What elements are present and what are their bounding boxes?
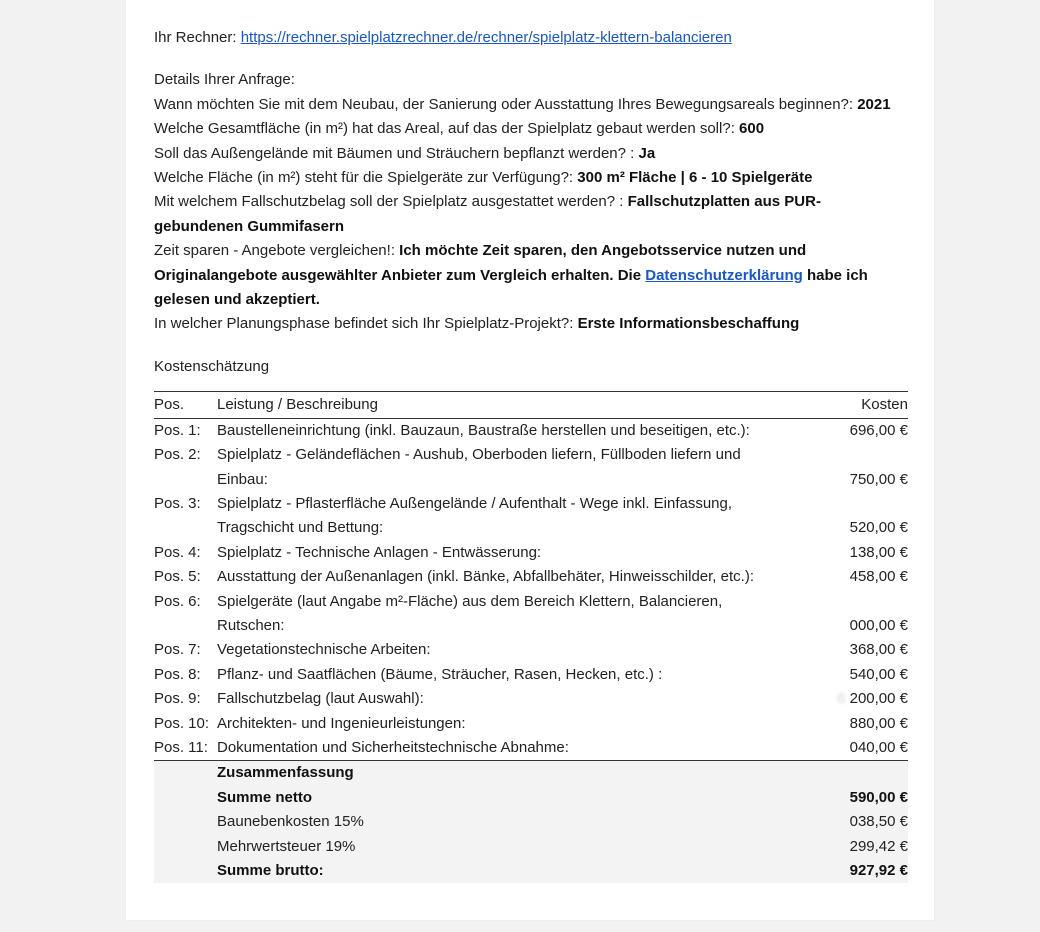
- row-pos: Pos. 1:: [154, 421, 201, 439]
- row-desc: Fallschutzbelag (laut Auswahl):: [217, 690, 424, 708]
- answer-5: Fallschutzplatten aus PUR-gebundenen Gummifasern: [154, 193, 821, 235]
- table-row-continued: [154, 614, 908, 638]
- question-5-text: Mit welchem Fallschutzbelag soll der Spielplatz ausgestattet werden? :: [154, 193, 624, 211]
- question-4: [154, 166, 910, 190]
- answer-4: 300 m² Fläche | 6 - 10 Spielgeräte: [577, 169, 813, 187]
- kosten-title: Kostenschätzung: [154, 357, 270, 375]
- kosten-table: [154, 391, 908, 883]
- table-row-continued: [154, 468, 908, 492]
- neben-value: 038,50 €: [817, 810, 908, 834]
- table-row: [154, 541, 908, 565]
- summary-brutto-row: [154, 859, 908, 883]
- table-row: [154, 492, 908, 516]
- question-2-text: Welche Gesamtfläche (in m²) hat das Areal, auf das der Spielplatz gebaut werden soll?:: [154, 120, 735, 138]
- row-cost: [817, 516, 908, 540]
- answer-3: Ja: [638, 144, 656, 162]
- rechner-label: Ihr Rechner:: [154, 29, 237, 46]
- header-cost: Kosten: [817, 392, 908, 418]
- brutto-value: 927,92 €: [849, 862, 908, 879]
- question-3: [154, 142, 910, 166]
- row-cost-value: 000,00 €: [849, 616, 908, 634]
- row-desc-line1: Spielplatz - Geländeflächen - Aushub, Oberboden liefern, Füllboden liefern und: [217, 446, 741, 464]
- row-cost-value: 880,00 €: [849, 714, 908, 732]
- datenschutz-link[interactable]: Datenschutzerklärung: [645, 266, 803, 284]
- row-desc: Baustelleneinrichtung (inkl. Bauzaun, Baustraße herstellen und beseitigen, etc.):: [217, 421, 750, 439]
- mwst-label: Mehrwertsteuer 19%: [217, 835, 817, 859]
- row-cost-hidden: 6: [837, 690, 850, 708]
- summary-netto-row: [154, 786, 908, 810]
- row-desc: Pflanz- und Saatflächen (Bäume, Sträucher, Rasen, Hecken, etc.) :: [217, 665, 663, 683]
- row-cost: [817, 541, 908, 565]
- question-4-text: Welche Fläche (in m²) steht für die Spielgeräte zur Verfügung?:: [154, 169, 574, 187]
- row-cost-value: 200,00 €: [849, 690, 908, 708]
- table-row: [154, 736, 908, 761]
- details-label: Details Ihrer Anfrage:: [154, 71, 295, 89]
- row-pos: Pos. 3:: [154, 494, 201, 512]
- mwst-value: 299,42 €: [817, 835, 908, 859]
- row-desc-line1: Spielgeräte (laut Angabe m²-Fläche) aus dem Bereich Klettern, Balancieren,: [217, 592, 723, 610]
- table-row: [154, 687, 908, 711]
- row-desc: Rutschen:: [217, 616, 285, 634]
- table-row: [154, 590, 908, 614]
- row-cost: [817, 468, 908, 492]
- row-pos: Pos. 6:: [154, 592, 201, 610]
- row-pos: Pos. 5:: [154, 568, 201, 586]
- question-5: [154, 190, 844, 239]
- rechner-link[interactable]: https://rechner.spielplatzrechner.de/rechner/spielplatz-klettern-balancieren: [240, 29, 732, 46]
- row-pos: Pos. 8:: [154, 665, 201, 683]
- row-pos: Pos. 10:: [154, 714, 210, 732]
- row-cost: [817, 418, 908, 443]
- row-cost: [817, 736, 908, 761]
- question-7-text: In welcher Planungsphase befindet sich Ihr Spielplatz-Projekt?:: [154, 315, 574, 333]
- row-desc-line1: Spielplatz - Pflasterfläche Außengelände / Aufenthalt - Wege inkl. Einfassung,: [217, 494, 733, 512]
- neben-label: Baunebenkosten 15%: [217, 810, 817, 834]
- summary-mwst-row: [154, 835, 908, 859]
- row-pos: Pos. 11:: [154, 738, 208, 756]
- row-pos: Pos. 2:: [154, 446, 201, 464]
- question-3-text: Soll das Außengelände mit Bäumen und Sträuchern bepflanzt werden? :: [154, 144, 635, 162]
- rechner-line: [154, 26, 910, 50]
- row-desc: Dokumentation und Sicherheitstechnische Abnahme:: [217, 738, 569, 756]
- table-row-continued: [154, 516, 908, 540]
- row-cost-value: 040,00 €: [849, 738, 908, 756]
- row-desc: Spielplatz - Technische Anlagen - Entwässerung:: [217, 543, 542, 561]
- answer-7: Erste Informationsbeschaffung: [577, 315, 800, 333]
- row-cost-value: 520,00 €: [849, 519, 908, 537]
- row-desc: Einbau:: [217, 470, 268, 488]
- row-cost-value: 696,00 €: [849, 421, 908, 439]
- row-cost-value: 138,00 €: [849, 543, 908, 561]
- row-cost: [817, 565, 908, 589]
- question-6-text: Zeit sparen - Angebote vergleichen!:: [154, 242, 395, 260]
- row-cost-value: 458,00 €: [849, 568, 908, 586]
- table-row: [154, 418, 908, 443]
- netto-value: 590,00 €: [849, 788, 908, 806]
- answer-6-part2: habe ich gelesen und akzeptiert.: [154, 266, 868, 309]
- table-header: [154, 392, 908, 418]
- answer-2: 600: [739, 120, 765, 138]
- summary-heading: Zusammenfassung: [217, 764, 354, 782]
- row-cost: [817, 712, 908, 736]
- row-desc: Tragschicht und Bettung:: [217, 519, 384, 537]
- row-cost-value: 750,00 €: [849, 470, 908, 488]
- row-cost-value: 368,00 €: [849, 641, 908, 659]
- row-cost: [817, 663, 908, 687]
- row-pos: Pos. 9:: [154, 690, 201, 708]
- question-1-text: Wann möchten Sie mit dem Neubau, der Sanierung oder Ausstattung Ihres Bewegungsareals beginnen?:: [154, 95, 854, 113]
- answer-6-part1: Ich möchte Zeit sparen, den Angebotsservice nutzen und Originalangebote ausgewählter Anbieter zum Vergleich erhalten. Die: [154, 242, 807, 284]
- row-cost: [817, 638, 908, 662]
- brutto-label: Summe brutto:: [217, 862, 324, 879]
- question-6: [154, 239, 910, 312]
- row-desc: Architekten- und Ingenieurleistungen:: [217, 714, 466, 732]
- summary: [154, 761, 908, 884]
- table-row: [154, 443, 908, 467]
- row-cost: [817, 614, 908, 638]
- header-pos: Pos.: [154, 392, 217, 418]
- kosten-rows: [154, 418, 908, 761]
- row-pos: Pos. 7:: [154, 641, 201, 659]
- summary-heading-row: [154, 761, 908, 786]
- table-row: [154, 712, 908, 736]
- row-cost-value: 540,00 €: [849, 665, 908, 683]
- question-1: [154, 93, 910, 117]
- netto-label: Summe netto: [217, 788, 313, 806]
- email-page: [126, 0, 934, 920]
- question-2: [154, 117, 910, 141]
- email-content: [154, 26, 910, 883]
- table-row: [154, 565, 908, 589]
- row-pos: Pos. 4:: [154, 543, 201, 561]
- answer-1: 2021: [857, 95, 891, 113]
- row-desc: Vegetationstechnische Arbeiten:: [217, 641, 431, 659]
- table-row: [154, 638, 908, 662]
- header-desc: Leistung / Beschreibung: [217, 392, 817, 418]
- row-desc: Ausstattung der Außenanlagen (inkl. Bänke, Abfallbehäter, Hinweisschilder, etc.):: [217, 568, 754, 586]
- table-row: [154, 663, 908, 687]
- summary-neben-row: [154, 810, 908, 834]
- row-cost: [817, 687, 908, 711]
- question-7: [154, 312, 910, 336]
